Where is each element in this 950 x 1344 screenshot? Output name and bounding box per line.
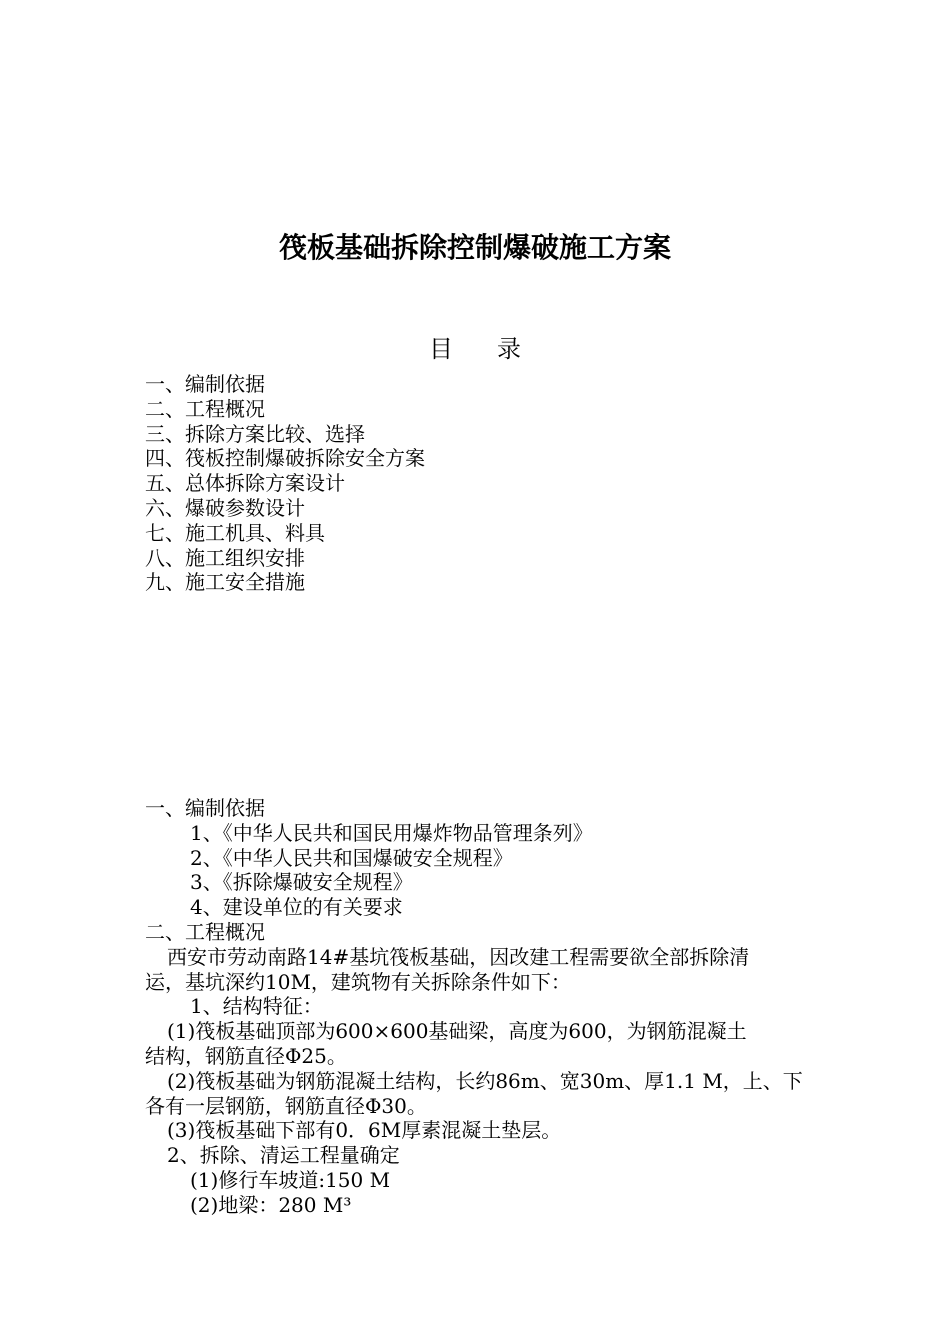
subsection-heading: 2、拆除、清运工程量确定	[167, 1143, 400, 1168]
structure-line: (1)筏板基础顶部为600×600基础梁，高度为600，为钢筋混凝土	[167, 1019, 747, 1044]
toc-item: 九、施工安全措施	[145, 570, 305, 595]
section-compilation-basis	[145, 796, 810, 1218]
toc-item: 四、筏板控制爆破拆除安全方案	[145, 446, 425, 471]
toc-item: 二、工程概况	[145, 396, 265, 421]
basis-item: 2、《中华人民共和国爆破安全规程》	[190, 845, 513, 870]
structure-line: 结构，钢筋直径Φ25。	[145, 1043, 347, 1068]
toc-item: 一、编制依据	[145, 372, 265, 396]
document-title: 筏板基础拆除控制爆破施工方案	[278, 231, 671, 264]
structure-line: (3)筏板基础下部有0．6M厚素混凝土垫层。	[167, 1118, 562, 1143]
toc-item: 七、施工机具、料具	[145, 520, 325, 545]
quantity-line: (2)地梁：280 M³	[190, 1192, 352, 1217]
basis-item: 1、《中华人民共和国民用爆炸物品管理条列》	[190, 820, 593, 845]
structure-line: (2)筏板基础为钢筋混凝土结构，长约86m、宽30m、厚1.1 M，上、下	[167, 1068, 803, 1093]
intro-line: 运，基坑深约10M，建筑物有关拆除条件如下：	[145, 969, 571, 994]
toc-heading: 目录	[429, 335, 565, 363]
subsection-heading: 1、结构特征：	[190, 994, 323, 1019]
toc-item: 五、总体拆除方案设计	[145, 471, 345, 496]
quantity-line: (1)修行车坡道:150 M	[190, 1167, 391, 1192]
intro-line: 西安市劳动南路14#基坑筏板基础，因改建工程需要欲全部拆除清	[167, 944, 750, 969]
structure-line: 各有一层钢筋，钢筋直径Φ30。	[145, 1093, 427, 1118]
toc-item: 六、爆破参数设计	[145, 495, 305, 520]
toc-item: 三、拆除方案比较、选择	[145, 421, 365, 446]
section-heading: 二、工程概况	[145, 919, 265, 944]
basis-item: 3、《拆除爆破安全规程》	[190, 870, 413, 895]
basis-item: 4、建设单位的有关要求	[190, 895, 403, 920]
toc-item: 八、施工组织安排	[145, 545, 305, 570]
section-heading: 一、编制依据	[145, 796, 265, 820]
table-of-contents	[145, 372, 425, 595]
